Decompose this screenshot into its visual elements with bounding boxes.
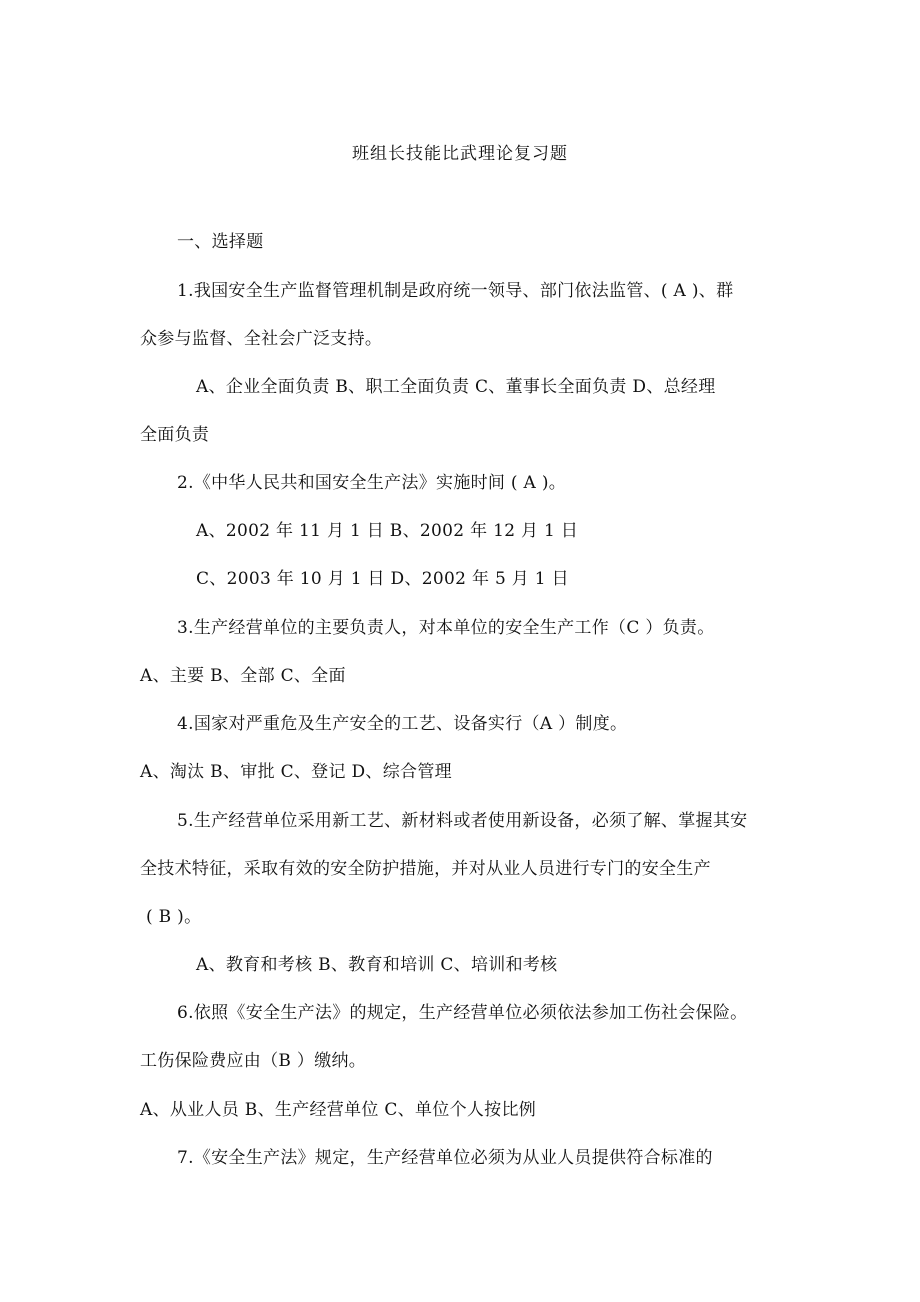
question-5-line-1: 5.生产经营单位采用新工艺、新材料或者使用新设备，必须了解、掌握其安 xyxy=(177,811,748,831)
question-7-line-1: 7.《安全生产法》规定，生产经营单位必须为从业人员提供符合标准的 xyxy=(177,1148,713,1168)
question-6-line-1: 6.依照《安全生产法》的规定，生产经营单位必须依法参加工伤社会保险。 xyxy=(177,1003,748,1023)
question-1-options-line-1: A、企业全面负责 B、职工全面负责 C、董事长全面负责 D、总经理 xyxy=(196,377,716,397)
question-4-line-1: 4.国家对严重危及生产安全的工艺、设备实行（A ）制度。 xyxy=(177,714,628,734)
question-6-options: A、从业人员 B、生产经营单位 C、单位个人按比例 xyxy=(140,1100,537,1120)
section-heading: 一、选择题 xyxy=(177,232,264,252)
question-1-options-line-2: 全面负责 xyxy=(140,425,210,445)
question-5-options: A、教育和考核 B、教育和培训 C、培训和考核 xyxy=(196,955,558,975)
question-1-line-2: 众参与监督、全社会广泛支持。 xyxy=(140,329,383,349)
question-5-line-3: ( B )。 xyxy=(146,907,202,927)
question-1-line-1: 1.我国安全生产监督管理机制是政府统一领导、部门依法监管、( A )、群 xyxy=(177,281,734,301)
question-4-options: A、淘汰 B、审批 C、登记 D、综合管理 xyxy=(140,762,452,782)
question-3-line-1: 3.生产经营单位的主要负责人，对本单位的安全生产工作（C ）负责。 xyxy=(177,618,715,638)
question-2-line-1: 2.《中华人民共和国安全生产法》实施时间 ( A )。 xyxy=(177,473,567,493)
question-3-options: A、主要 B、全部 C、全面 xyxy=(140,666,346,686)
question-5-line-2: 全技术特征，采取有效的安全防护措施，并对从业人员进行专门的安全生产 xyxy=(140,859,711,879)
document-title: 班组长技能比武理论复习题 xyxy=(352,144,568,164)
question-2-options-line-2: C、2003 年 10 月 1 日 D、2002 年 5 月 1 日 xyxy=(196,569,569,589)
question-6-line-2: 工伤保险费应由（B ）缴纳。 xyxy=(140,1051,367,1071)
question-2-options-line-1: A、2002 年 11 月 1 日 B、2002 年 12 月 1 日 xyxy=(196,521,579,541)
